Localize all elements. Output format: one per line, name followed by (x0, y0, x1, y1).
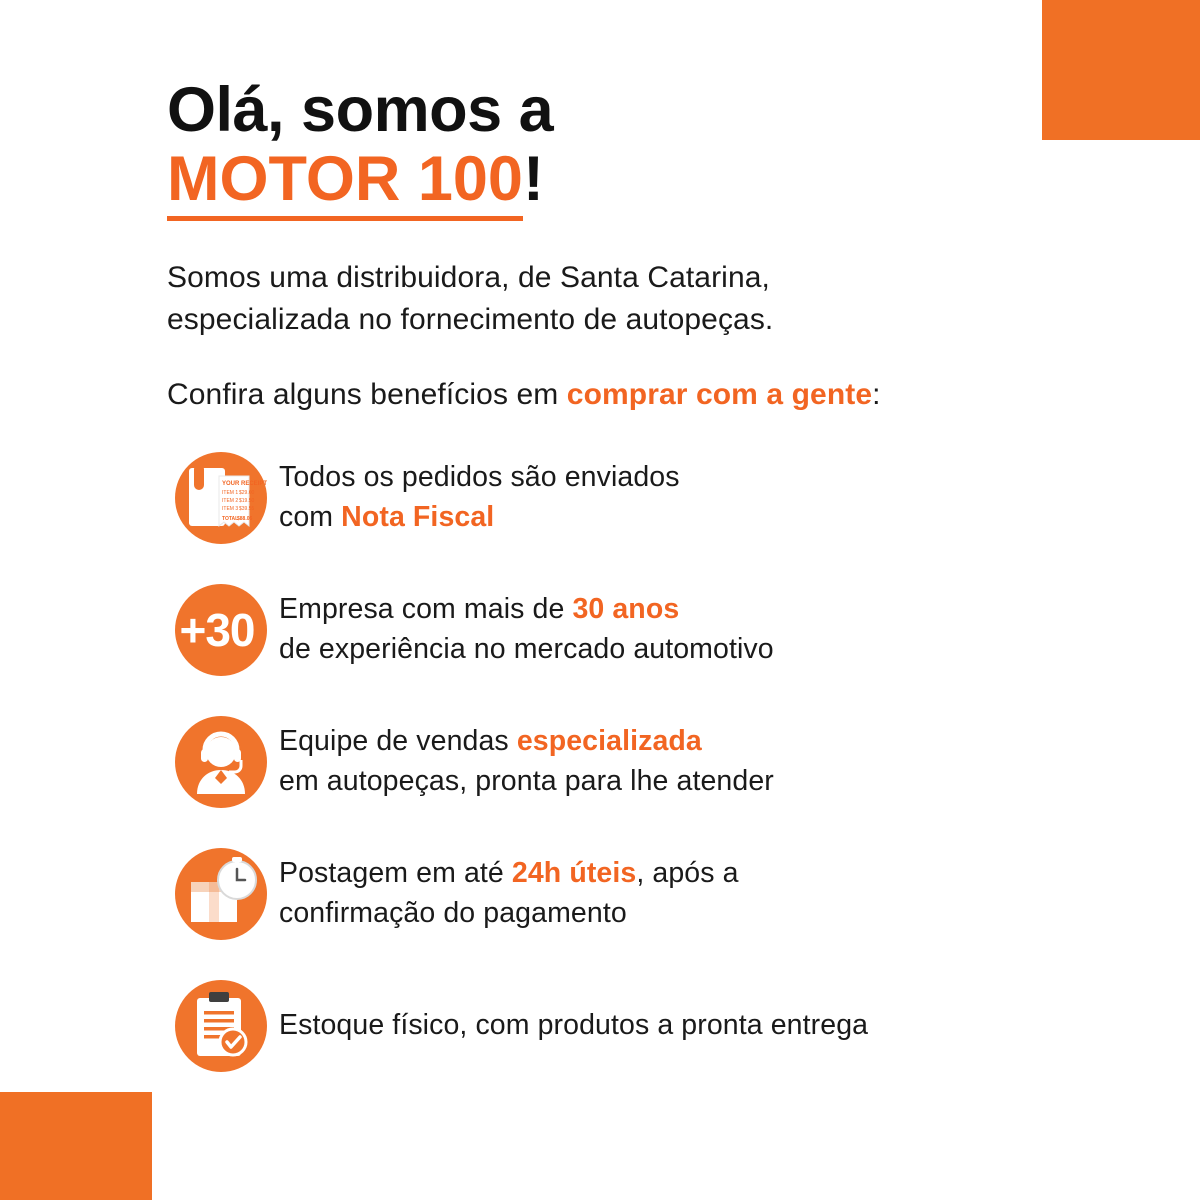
decor-square-bottom-left (0, 1092, 152, 1200)
intro-paragraph (167, 257, 1067, 342)
benefit-3-line-2: em autopeças, pronta para lhe atender (279, 764, 774, 797)
brand-exclamation: ! (522, 144, 544, 215)
clipboard-check-art (175, 980, 267, 1072)
list-item-text (279, 590, 774, 669)
benefits-lead-accent: comprar com a gente (566, 377, 873, 411)
list-item (167, 446, 1067, 550)
benefits-lead (167, 378, 1067, 412)
benefit-4-line-1-suffix: , após a (636, 857, 739, 890)
receipt-icon (167, 446, 271, 550)
list-item-text (279, 854, 739, 933)
benefit-2-line-2: de experiência no mercado automotivo (279, 632, 774, 665)
clipboard-check-icon (167, 974, 271, 1078)
plus-thirty-badge (167, 578, 271, 682)
benefit-2-line-1 (279, 590, 774, 629)
svg-text:TOTAL: TOTAL (222, 515, 239, 522)
benefit-3-line-1-prefix: Equipe de vendas (279, 725, 517, 758)
list-item (167, 974, 1067, 1078)
intro-line-1: Somos uma distribuidora, de Santa Catarina, (167, 260, 770, 294)
benefit-1-line-2-highlight: Nota Fiscal (341, 500, 495, 533)
page-title-line1: Olá, somos a (167, 75, 554, 145)
package-stopwatch-art (175, 848, 267, 940)
benefit-5-line-1: Estoque físico, com produtos a pronta entrega (279, 1009, 869, 1042)
benefit-1-line-1: Todos os pedidos são enviados (279, 461, 680, 494)
svg-text:$29.00: $29.00 (239, 489, 255, 496)
list-item-text (279, 722, 774, 801)
benefit-2-line-1-highlight: 30 anos (572, 593, 680, 626)
svg-text:$19.50: $19.50 (239, 497, 255, 504)
list-item (167, 710, 1067, 814)
badge-30-label: +30 (179, 603, 255, 656)
benefit-4-line-2: confirmação do pagamento (279, 896, 627, 929)
benefit-1-line-2-prefix: com (279, 500, 342, 533)
svg-text:$88.05: $88.05 (237, 515, 253, 522)
list-item (167, 842, 1067, 946)
list-item (167, 578, 1067, 682)
benefit-list (167, 446, 1067, 1078)
benefit-3-line-1 (279, 722, 774, 761)
brand-name: MOTOR 100 (167, 144, 523, 221)
benefits-lead-prefix: Confira alguns benefícios em (167, 377, 567, 411)
benefit-1-line-2 (279, 498, 680, 537)
svg-text:$39.55: $39.55 (239, 505, 255, 512)
list-item-text (279, 458, 680, 537)
headset-agent-art (175, 716, 267, 808)
benefit-3-line-1-highlight: especializada (516, 725, 702, 758)
benefits-lead-suffix: : (872, 377, 881, 411)
intro-line-2: especializada no fornecimento de autopeças. (167, 303, 774, 337)
package-stopwatch-icon (167, 842, 271, 946)
svg-text:ITEM 2: ITEM 2 (222, 497, 239, 504)
list-item-text (279, 1006, 868, 1045)
headset-agent-icon (167, 710, 271, 814)
content-root (167, 76, 1067, 1106)
page-title-line2 (167, 144, 1067, 215)
svg-text:ITEM 1: ITEM 1 (222, 489, 239, 496)
benefit-2-line-1-prefix: Empresa com mais de (279, 593, 573, 626)
benefit-4-line-1-prefix: Postagem em até (279, 857, 512, 890)
benefit-4-line-1-highlight: 24h úteis (511, 857, 637, 890)
benefit-4-line-1 (279, 854, 739, 893)
svg-text:ITEM 3: ITEM 3 (222, 505, 239, 512)
receipt-header-text: YOUR RECEIPT (222, 480, 267, 487)
receipt-icon-art (175, 452, 267, 544)
